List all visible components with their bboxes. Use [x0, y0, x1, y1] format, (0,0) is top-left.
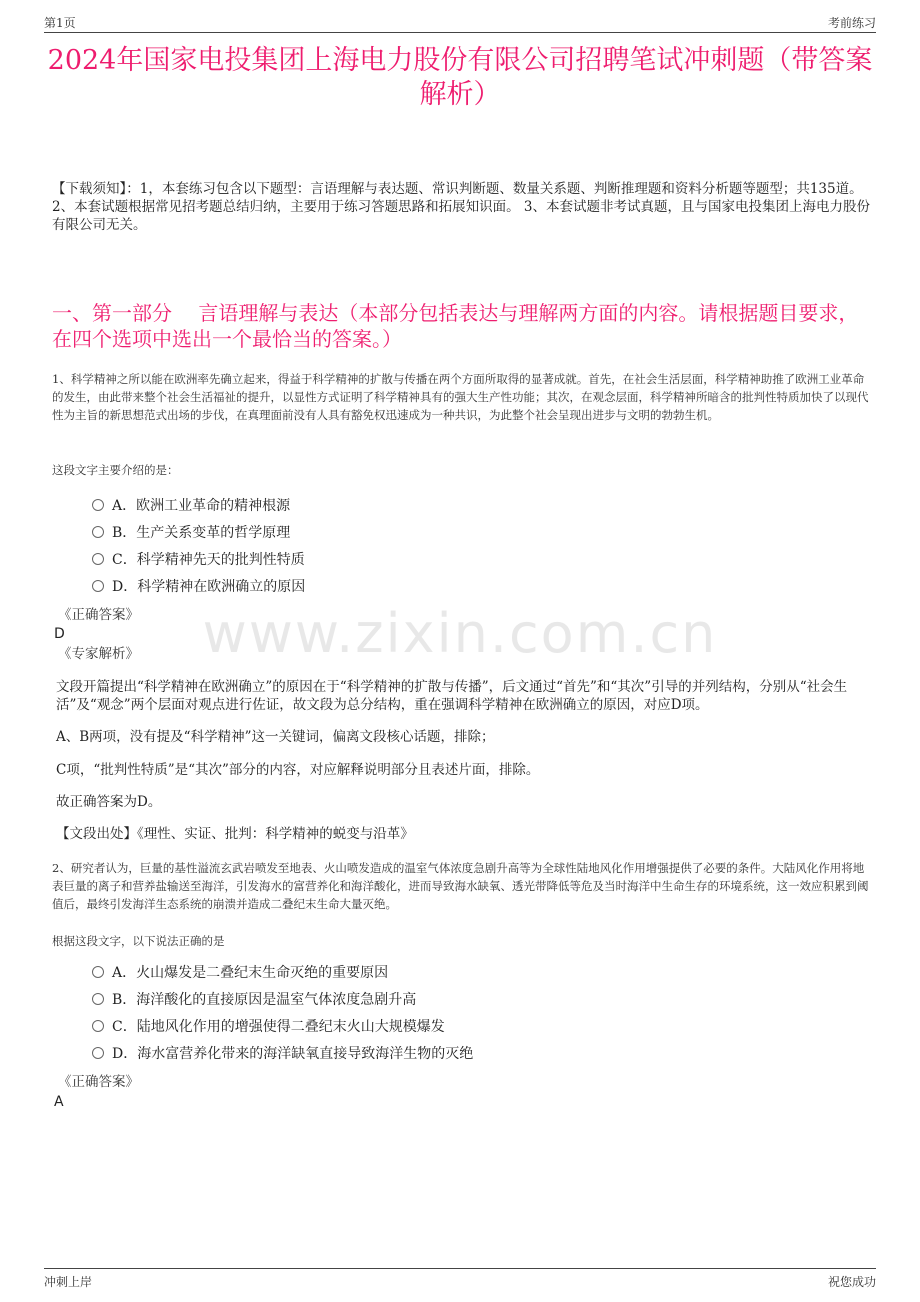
section-title: 一、第一部分 言语理解与表达（本部分包括表达与理解两方面的内容。请根据题目要求，在四个选项中选出一个最恰当的答案。）	[52, 301, 859, 351]
footer-left-text: 冲刺上岸	[44, 1275, 93, 1289]
question-1-prompt: 这段文字主要介绍的是：	[52, 463, 179, 477]
page-header	[44, 14, 876, 33]
question-1-answer-label: 《正确答案》	[58, 607, 139, 623]
question-1-analysis-label: 《专家解析》	[58, 646, 139, 662]
radio-icon[interactable]	[92, 526, 104, 538]
question-1-option-c[interactable]: C．科学精神先天的批判性特质	[92, 551, 305, 569]
radio-icon[interactable]	[92, 993, 104, 1005]
question-2-answer-label: 《正确答案》	[58, 1074, 139, 1090]
question-2-answer: A	[54, 1094, 64, 1110]
page-number: 第1页	[44, 16, 76, 30]
question-1-answer: D	[54, 626, 65, 642]
question-1-stem: 1、科学精神之所以能在欧洲率先确立起来，得益于科学精神的扩散与传播在两个方面所取得的显著成就。首先，在社会生活层面，科学精神助推了欧洲工业革命的发生，由此带来整个社会生活福祉的提升，以显性方式证明了科学精神具有的强大生产性功能；其次，在观念层面，科学精神所暗含的批判性特质加快了以现代性为主旨的新思想范式出场的步伐，在真理面前没有人具有豁免权迅速成为一种共识，为此整个社会呈现出进步与文明的勃勃生机。	[52, 372, 869, 422]
radio-icon[interactable]	[92, 966, 104, 978]
radio-icon[interactable]	[92, 553, 104, 565]
question-1-option-a[interactable]: A．欧洲工业革命的精神根源	[92, 497, 290, 515]
page-footer	[44, 1268, 876, 1289]
radio-icon[interactable]	[92, 580, 104, 592]
watermark: www.zixin.com.cn	[202, 602, 718, 665]
question-1-analysis-2: A、B两项，没有提及“科学精神”这一关键词，偏离文段核心话题，排除；	[56, 729, 495, 745]
question-2-prompt: 根据这段文字，以下说法正确的是	[52, 934, 225, 948]
radio-icon[interactable]	[92, 1020, 104, 1032]
question-1-option-d[interactable]: D．科学精神在欧洲确立的原因	[92, 578, 305, 596]
question-2-option-c[interactable]: C．陆地风化作用的增强使得二叠纪末火山大规模爆发	[92, 1018, 445, 1036]
question-1-source: 【文段出处】《理性、实证、批判：科学精神的蜕变与沿革》	[56, 826, 414, 842]
question-2-option-b[interactable]: B．海洋酸化的直接原因是温室气体浓度急剧升高	[92, 991, 416, 1009]
radio-icon[interactable]	[92, 499, 104, 511]
document-title: 2024年国家电投集团上海电力股份有限公司招聘笔试冲刺题（带答案解析）	[47, 45, 873, 110]
question-1-analysis-4: 故正确答案为D。	[56, 794, 162, 810]
question-2-option-d[interactable]: D．海水富营养化带来的海洋缺氧直接导致海洋生物的灭绝	[92, 1045, 473, 1063]
question-2-stem: 2、研究者认为，巨量的基性溢流玄武岩喷发至地表、火山喷发造成的温室气体浓度急剧升高等为全球性陆地风化作用增强提供了必要的条件。大陆风化作用将地表巨量的离子和营养盐输送至海洋，引发海水的富营养化和海洋酸化，进而导致海水缺氧、透光带降低等危及当时海洋中生命生存的环境系统，这一效应积累到阈值后，最终引发海洋生态系统的崩溃并造成二叠纪末生命大量灭绝。	[52, 861, 869, 911]
radio-icon[interactable]	[92, 1047, 104, 1059]
question-2-option-a[interactable]: A．火山爆发是二叠纪末生命灭绝的重要原因	[92, 964, 388, 982]
header-label: 考前练习	[827, 16, 876, 30]
question-1-analysis-3: C项，“批判性特质”是“其次”部分的内容，对应解释说明部分且表述片面，排除。	[56, 762, 540, 778]
question-1-analysis-1: 文段开篇提出“科学精神在欧洲确立”的原因在于“科学精神的扩散与传播”，后文通过“首先”和“其次”引导的并列结构，分别从“社会生活”及“观念”两个层面对观点进行佐证，故文段为总分结构，重在强调科学精神在欧洲确立的原因，对应D项。	[56, 679, 848, 713]
question-1-option-b[interactable]: B．生产关系变革的哲学原理	[92, 524, 290, 542]
footer-right-text: 祝您成功	[827, 1275, 876, 1289]
download-notice: 【下载须知】：1，本套练习包含以下题型：言语理解与表达题、常识判断题、数量关系题、判断推理题和资料分析题等题型；共135道。 2、本套试题根据常见招考题总结归纳，主要用于练习答题思路和拓展知识面。 3、本套试题非考试真题，且与国家电投集团上海电力股份有限公司无关。	[52, 181, 870, 233]
